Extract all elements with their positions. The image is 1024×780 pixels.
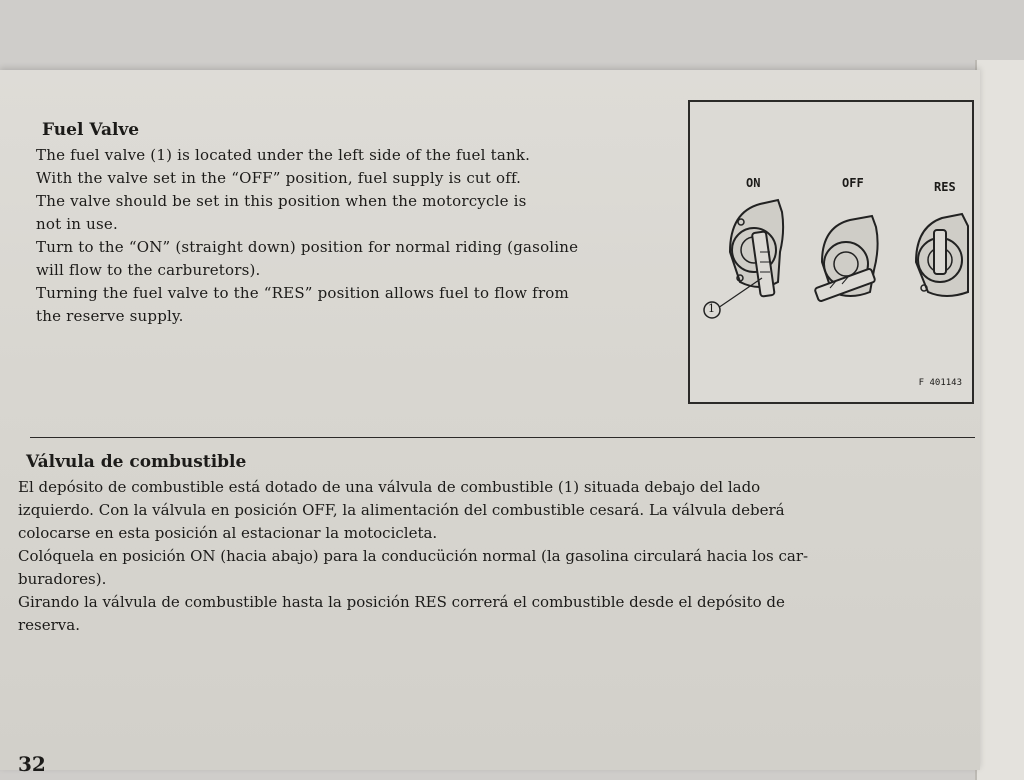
text-line: will flow to the carburetors). (36, 261, 261, 279)
valve-drawings (690, 102, 972, 402)
valve-off-icon (814, 216, 877, 302)
section-divider (30, 437, 975, 438)
text-line: reserva. (18, 616, 80, 634)
label-res: RES (934, 180, 956, 194)
text-line: Girando la válvula de combustible hasta la posición RES correrá el combustible desde el depósito de (18, 593, 785, 611)
text-line: The fuel valve (1) is located under the left side of the fuel tank. (36, 146, 531, 164)
text-line: Colóquela en posición ON (hacia abajo) para la conducüción normal (la gasolina circulará hacia los car- (18, 547, 809, 565)
figure-code: F 401143 (918, 378, 962, 388)
text-line: Turning the fuel valve to the “RES” position allows fuel to flow from (36, 284, 569, 302)
label-off: OFF (842, 176, 864, 190)
valve-res-icon (916, 214, 968, 296)
fuel-valve-figure (688, 100, 974, 404)
page-number: 32 (18, 752, 46, 776)
text-line: El depósito de combustible está dotado de una válvula de combustible (1) situada debajo del lado (18, 478, 761, 496)
text-line: The valve should be set in this position when the motorcycle is (36, 192, 527, 210)
text-line: Turn to the “ON” (straight down) position for normal riding (gasoline (36, 238, 579, 256)
adjacent-page-edge (975, 60, 1024, 780)
spanish-section (18, 452, 983, 637)
callout-number: 1 (708, 302, 715, 315)
english-section (36, 120, 661, 328)
text-line: the reserve supply. (36, 307, 184, 325)
text-line: colocarse en esta posición al estacionar la motocicleta. (18, 524, 438, 542)
text-line: izquierdo. Con la válvula en posición OFF, la alimentación del combustible cesará. La válvula deberá (18, 501, 785, 519)
text-line: buradores). (18, 570, 107, 588)
label-on: ON (746, 176, 761, 190)
text-line: With the valve set in the “OFF” position, fuel supply is cut off. (36, 169, 522, 187)
text-line: not in use. (36, 215, 118, 233)
section-title-spanish: Válvula de combustible (26, 452, 247, 472)
section-title-english: Fuel Valve (42, 120, 140, 140)
